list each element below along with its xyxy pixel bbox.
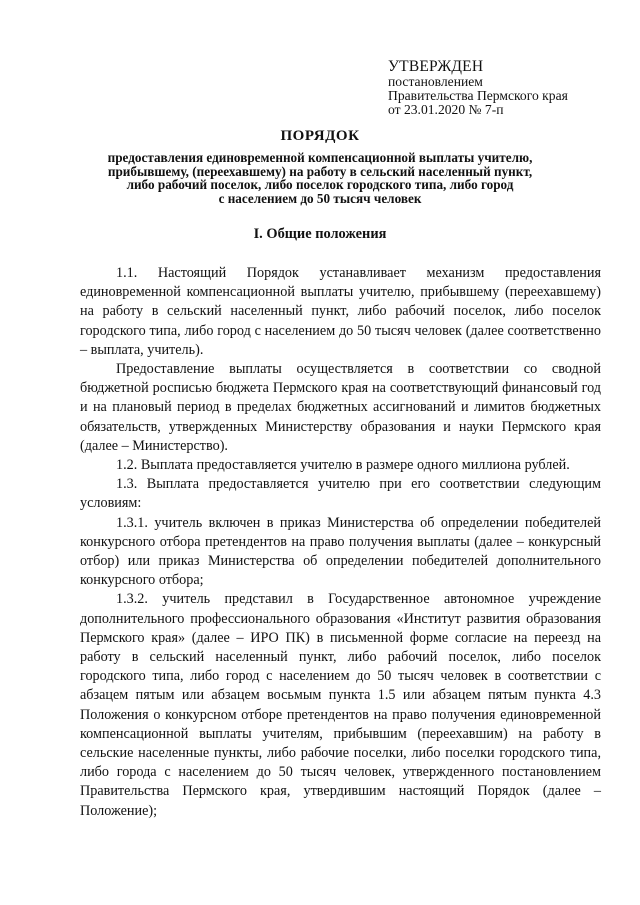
approval-stamp	[388, 58, 628, 117]
paragraph-1-1: 1.1. Настоящий Порядок устанавливает механизм предоставления единовременной компенсационной выплаты учителю, прибывшему (переехавшему) на работу в сельский населенный пункт, либо рабочий поселок, либо поселок городского типа, либо город с населением до 50 тысяч человек (далее соответственно – выплата, учитель).	[80, 265, 601, 358]
paragraph-funding: Предоставление выплаты осуществляется в соответствии со сводной бюджетной росписью бюджета Пермского края на соответствующий финансовый год и на плановый период в пределах бюджетных ассигнований и лимитов бюджетных обязательств, утвержденных Министерству образования и науки Пермского края (далее – Министерство).	[80, 361, 601, 454]
section-heading: I. Общие положения	[253, 226, 387, 242]
paragraph-1-2: 1.2. Выплата предоставляется учителю в размере одного миллиона рублей.	[116, 457, 570, 474]
subtitle-line: с населением до 50 тысяч человек	[218, 190, 422, 206]
document-body	[80, 264, 601, 821]
approval-line-government: Правительства Пермского края	[388, 88, 568, 103]
approved-label: УТВЕРЖДЕН	[388, 58, 484, 75]
paragraph-1-3: 1.3. Выплата предоставляется учителю при его соответствии следующим условиям:	[80, 476, 601, 512]
subtitle-line: предоставления единовременной компенсационной выплаты учителю,	[107, 150, 533, 165]
document-title: ПОРЯДОК	[280, 128, 360, 144]
paragraph-1-3-2: 1.3.2. учитель представил в Государственное автономное учреждение дополнительного профессионального образования «Институт развития образования Пермского края» (далее – ИРО ПК) в письменной форме согласие на переезд на работу в сельский населенный пункт, либо рабочий поселок, либо поселок городского типа, либо город с населением до 50 тысяч человек в соответствии с абзацем пятым или абзацем восьмым пункта 1.5 или абзацем пятым пункта 4.3 Положения о конкурсном отборе претендентов на право получения единовременной компенсационной выплаты учителям, прибывшим (переехавшим) на работу в сельские населенные пункты, либо рабочие поселки, либо поселки городского типа, либо города с населением до 50 тысяч человек, утвержденного постановлением Правительства Пермского края, утвердившим настоящий Порядок (далее – Положение);	[80, 591, 601, 819]
approval-line-date: от 23.01.2020 № 7-п	[388, 102, 504, 117]
subtitle-line: прибывшему, (переехавшему) на работу в сельский населенный пункт,	[107, 163, 533, 179]
document-subtitle	[60, 151, 580, 205]
approval-line-decree: постановлением	[388, 74, 483, 89]
paragraph-1-3-1: 1.3.1. учитель включен в приказ Министерства об определении победителей конкурсного отбора претендентов на право получения выплаты (далее – конкурсный отбор) или приказ Министерства об определении победителей дополнительного конкурсного отбора;	[80, 514, 601, 589]
subtitle-line: либо рабочий поселок, либо поселок городского типа, либо город	[126, 177, 514, 192]
